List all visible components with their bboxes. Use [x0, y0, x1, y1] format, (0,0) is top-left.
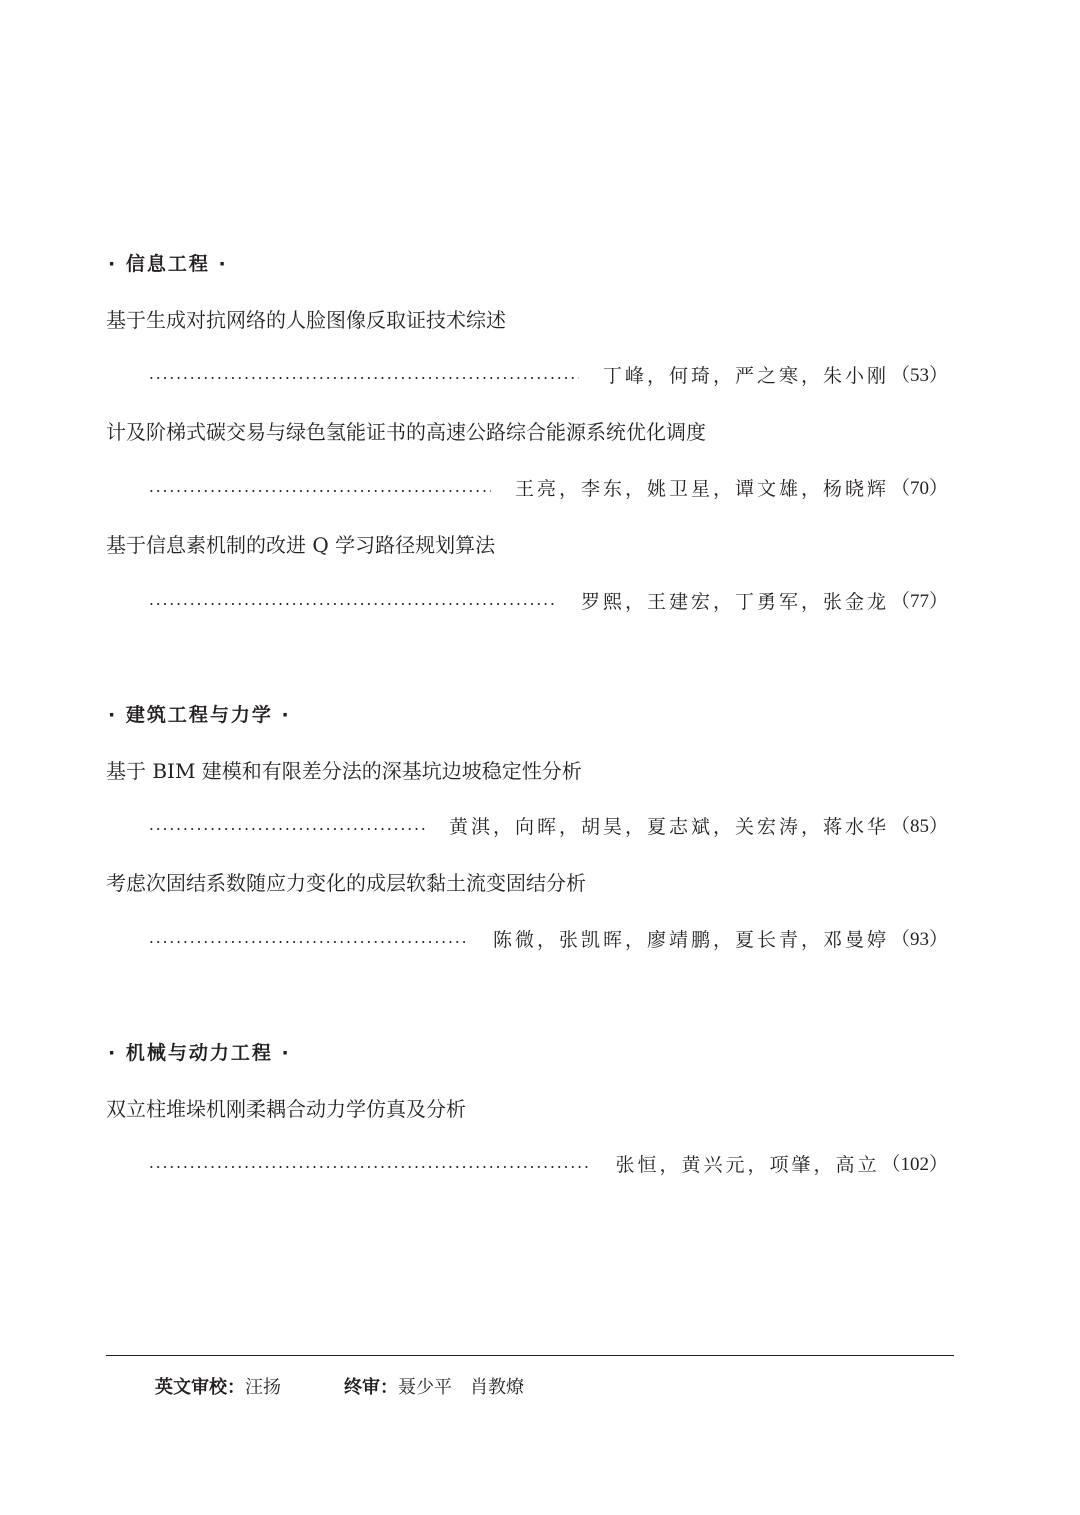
dot-leader [148, 377, 579, 379]
final-review-label: 终审： [344, 1377, 398, 1398]
article-page-number[interactable]: （102） [881, 1154, 948, 1175]
article-page-number[interactable]: （93） [890, 929, 948, 950]
article-title[interactable]: 基于生成对抗网络的人脸图像反取证技术综述 [106, 308, 506, 332]
section-heading-architecture-mechanics: · 建筑工程与力学 · [108, 704, 291, 726]
article-byline [148, 589, 948, 615]
article-page-number[interactable]: （53） [890, 365, 948, 386]
section-heading-mechanical-power: · 机械与动力工程 · [108, 1042, 291, 1064]
dot-leader [148, 828, 425, 830]
dot-leader [148, 941, 469, 943]
article-byline [148, 927, 948, 953]
dot-leader [148, 603, 557, 605]
dot-leader [148, 490, 491, 492]
article-title[interactable]: 基于 BIM 建模和有限差分法的深基坑边坡稳定性分析 [106, 759, 582, 783]
article-byline [148, 363, 948, 389]
article-authors: 陈微，张凯晖，廖靖鹏，夏长青，邓曼婷 [492, 929, 889, 951]
english-review-names: 汪扬 [245, 1377, 281, 1398]
final-review-names: 聂少平 肖教燎 [398, 1377, 524, 1398]
article-authors: 张恒，黄兴元，项肇，高立 [615, 1154, 880, 1176]
article-title[interactable]: 基于信息素机制的改进 Q 学习路径规划算法 [106, 533, 496, 557]
dot-leader [148, 1166, 591, 1168]
article-byline [148, 1152, 948, 1178]
article-byline [148, 476, 948, 502]
article-page-number[interactable]: （70） [890, 478, 948, 499]
section-heading-information-engineering: · 信息工程 · [108, 253, 228, 275]
article-byline [148, 814, 948, 840]
article-page-number[interactable]: （77） [890, 591, 948, 612]
article-authors: 丁峰，何琦，严之寒，朱小刚 [602, 365, 889, 387]
final-review-credit [344, 1376, 524, 1400]
article-title[interactable]: 考虑次固结系数随应力变化的成层软黏土流变固结分析 [106, 871, 586, 895]
article-authors: 王亮，李东，姚卫星，谭文雄，杨晓辉 [514, 478, 889, 500]
footer-divider [106, 1355, 954, 1356]
article-title[interactable]: 计及阶梯式碳交易与绿色氢能证书的高速公路综合能源系统优化调度 [106, 420, 706, 444]
english-review-label: 英文审校： [155, 1377, 245, 1398]
article-title[interactable]: 双立柱堆垛机刚柔耦合动力学仿真及分析 [106, 1097, 466, 1121]
article-page-number[interactable]: （85） [890, 816, 948, 837]
article-authors: 罗熙，王建宏，丁勇军，张金龙 [580, 591, 889, 613]
english-review-credit [155, 1376, 281, 1400]
article-authors: 黄淇，向晖，胡昊，夏志斌，关宏涛，蒋水华 [448, 816, 889, 838]
